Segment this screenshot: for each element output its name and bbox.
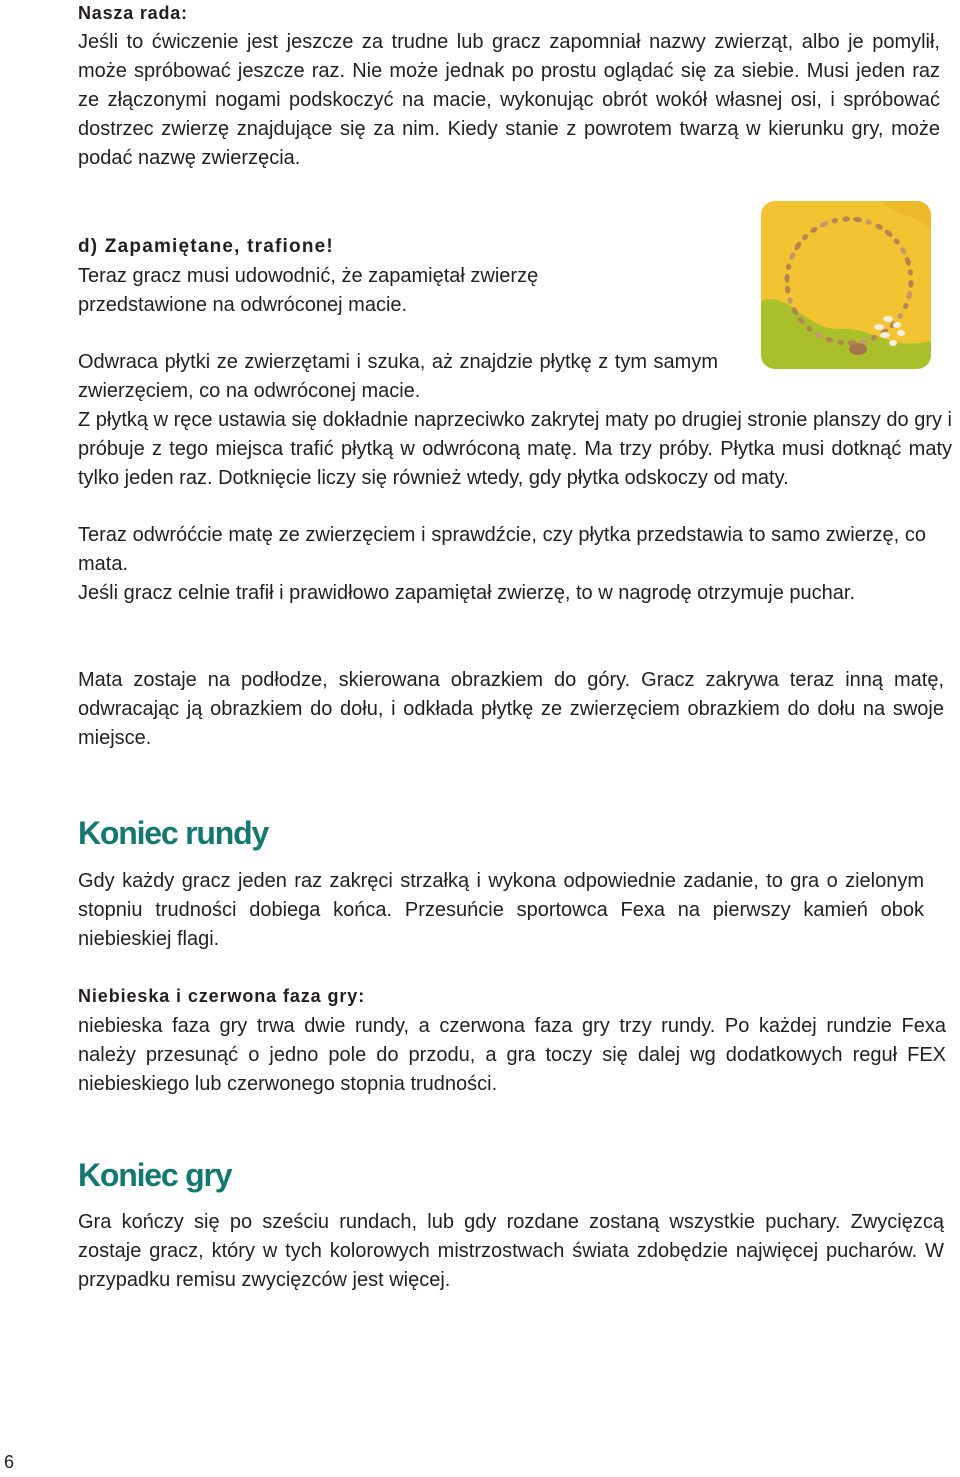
large-stone [849,343,867,355]
step-d-paragraph-3: Teraz odwróćcie matę ze zwierzęciem i sprawdźcie, czy płytka przedstawia to samo zwierzę, co mata. [78,524,926,575]
step-d-intro: Teraz gracz musi udowodnić, że zapamiętał zwierzę przedstawione na odwróconej macie. [78,265,539,316]
mat-illustration [761,201,931,369]
step-d-paragraph-4: Jeśli gracz celnie trafił i prawidłowo zapamiętał zwierzę, to w nagrodę otrzymuje puchar. [78,582,856,604]
step-d-heading: d) Zapamiętane, trafione! [78,236,334,257]
advice-heading: Nasza rada: [78,3,188,23]
step-d-paragraph-5: Mata zostaje na podłodze, skierowana obrazkiem do góry. Gracz zakrywa teraz inną matę, odwracając ją obrazkiem do dołu, i odkłada płytkę ze zwierzęciem obrazkiem do dołu na swoje miejsce. [78,669,944,749]
end-of-game-heading: Koniec gry [78,1157,232,1193]
end-of-round-heading: Koniec rundy [78,815,269,851]
end-of-round-paragraph: Gdy każdy gracz jeden raz zakręci strzałką i wykona odpowiednie zadanie, to gra o zielonym stopniu trudności dobiega końca. Przesuńcie sportowca Fexa na pierwszy kamień obok niebieskiej flagi. [78,870,924,950]
stone-circle-image [761,201,931,369]
advice-paragraph: Jeśli to ćwiczenie jest jeszcze za trudne lub gracz zapomniał nazwy zwierząt, albo je pomylił, może spróbować jeszcze raz. Nie może jednak po prostu oglądać się za siebie. Musi jeden raz ze złączonymi nogami podskoczyć na macie, wykonując obrót wokół własnej osi, i spróbować dostrzec zwierzę znajdujące się za nim. Kiedy stanie z powrotem twarzą w kierunku gry, może podać nazwę zwierzęcia. [78,31,940,169]
step-d-paragraph-2: Z płytką w ręce ustawia się dokładnie naprzeciwko zakrytej maty po drugiej stronie planszy do gry i próbuje z tego miejsca trafić płytką w odwróconą matę. Ma trzy próby. Płytka musi dotknąć maty tylko jeden raz. Dotknięcie liczy się również wtedy, gdy płytka odskoczy od maty. [78,409,952,489]
phases-paragraph: niebieska faza gry trwa dwie rundy, a czerwona faza gry trzy rundy. Po każdej rundzie Fexa należy przesunąć o jedno pole do przodu, a gra toczy się dalej wg dodatkowych reguł FEX niebieskiego lub czerwonego stopnia trudności. [78,1015,946,1095]
page-number: 6 [4,1452,15,1472]
step-d-paragraph-1: Odwraca płytki ze zwierzętami i szuka, aż znajdzie płytkę z tym samym zwierzęciem, co na odwróconej macie. [78,351,718,402]
end-of-game-paragraph: Gra kończy się po sześciu rundach, lub gdy rozdane zostaną wszystkie puchary. Zwycięzcą zostaje gracz, który w tych kolorowych mistrzostwach świata zdobędzie najwięcej pucharów. W przypadku remisu zwycięzców jest więcej. [78,1211,944,1291]
phases-heading: Niebieska i czerwona faza gry: [78,986,366,1006]
